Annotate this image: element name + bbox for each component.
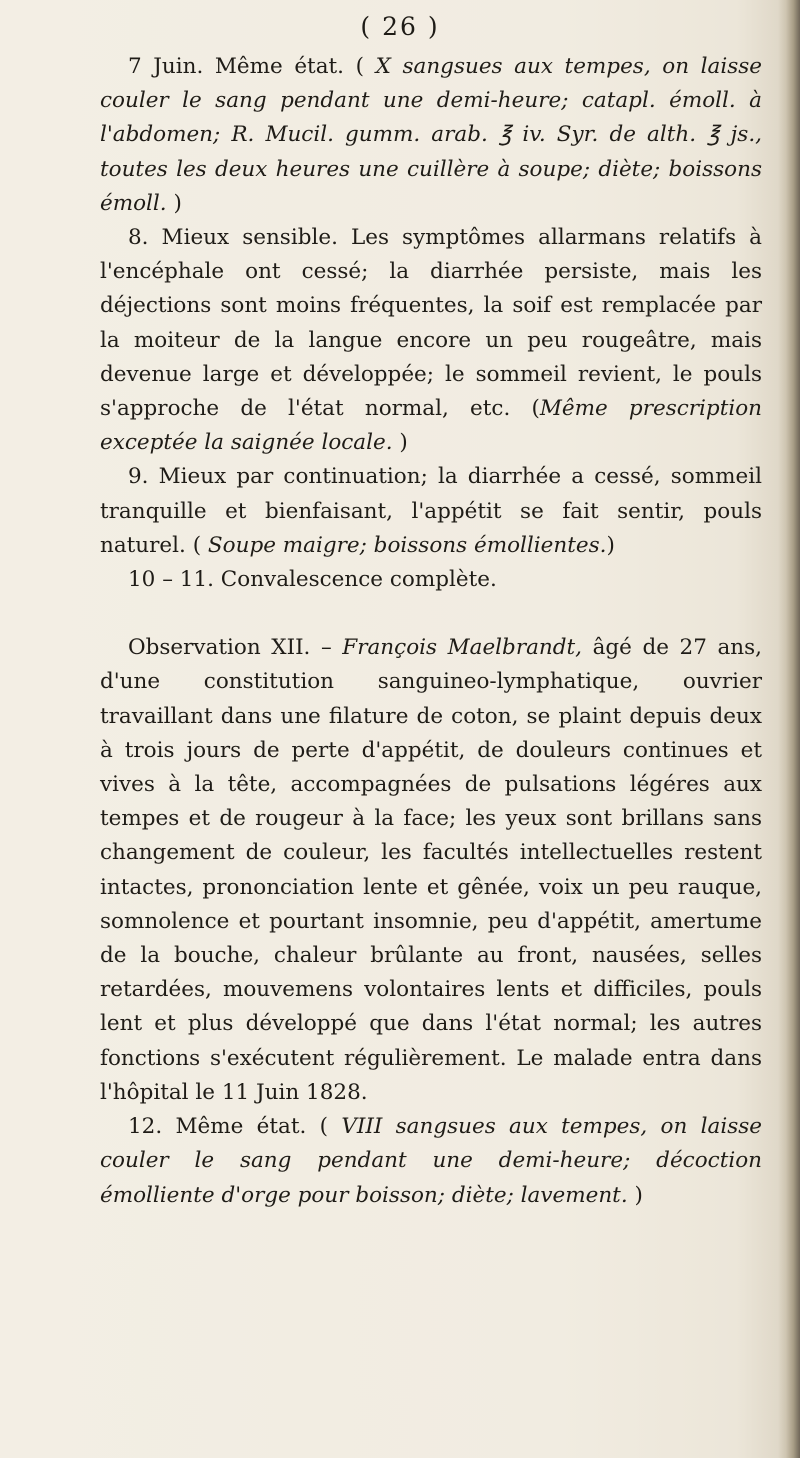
text-run: 9. Mieux par continuation; la diarrhée a cessé, sommeil tranquille et bienfaisant, l'appétit se fait sentir, pouls naturel. ( (100, 464, 762, 558)
paragraph-day-12 (100, 1110, 762, 1213)
paragraph-day-8 (100, 221, 762, 460)
text-run: ) (627, 1182, 643, 1208)
paragraph-observation-xii (100, 631, 762, 1110)
italic-text: Soupe maigre; boissons émollientes. (207, 532, 607, 558)
italic-text: X sangsues aux tempes, on laisse couler le sang pendant une demi-heure; catapl. émoll. à l'abdomen; R. Mucil. gumm. arab. ℥ iv. Syr. de alth. ℥ js., toutes les deux heures une cuillère à soupe; diète; boissons émoll. (100, 54, 762, 216)
text-run: 12. Même état. ( (128, 1114, 342, 1140)
text-run: 7 Juin. Même état. ( (128, 54, 376, 79)
text-run: Observation XII. – (128, 635, 343, 661)
paragraph-juin-7 (100, 50, 762, 221)
text-run: 8. Mieux sensible. Les symptômes allarmans relatifs à l'encéphale ont cessé; la diarrhée persiste, mais les déjections sont moins fréquentes, la soif est remplacée par la moiteur de la langue encore un peu rougeâtre, mais devenue large et développée; le sommeil revient, le pouls s'approche de l'état normal, etc. ( (100, 225, 762, 422)
text-run: ) (392, 430, 408, 456)
text-run: ) (606, 532, 615, 558)
text-run: 10 – 11. Convalescence complète. (128, 567, 497, 593)
text-run: ) (166, 190, 182, 216)
page-number: ( 26 ) (360, 12, 440, 41)
italic-text: Même prescription exceptée la saignée locale. (100, 396, 762, 456)
body-text (100, 50, 762, 1213)
paragraph-day-9 (100, 460, 762, 563)
italic-text: François Maelbrandt, (342, 635, 583, 661)
text-run: âgé de 27 ans, d'une constitution sanguineo-lymphatique, ouvrier travaillant dans une filature de coton, se plaint depuis deux à trois jours de perte d'appétit, de douleurs continues et vives à la tête, accompagnées de pulsations légéres aux tempes et de rougeur à la face; les yeux sont brillans sans changement de couleur, les facultés intellectuelles restent intactes, prononciation lente et gênée, voix un peu rauque, somnolence et pourtant insomnie, peu d'appétit, amertume de la bouche, chaleur brûlante au front, nausées, selles retardées, mouvemens volontaires lents et difficiles, pouls lent et plus développé que dans l'état normal; les autres fonctions s'exécutent régulièrement. Le malade entra dans l'hôpital le 11 Juin 1828. (100, 635, 762, 1105)
italic-text: VIII sangsues aux tempes, on laisse couler le sang pendant une demi-heure; décoction émolliente d'orge pour boisson; diète; lavement. (100, 1114, 762, 1208)
paragraph-day-10-11 (100, 563, 762, 597)
page-edge-shadow (778, 0, 800, 1458)
